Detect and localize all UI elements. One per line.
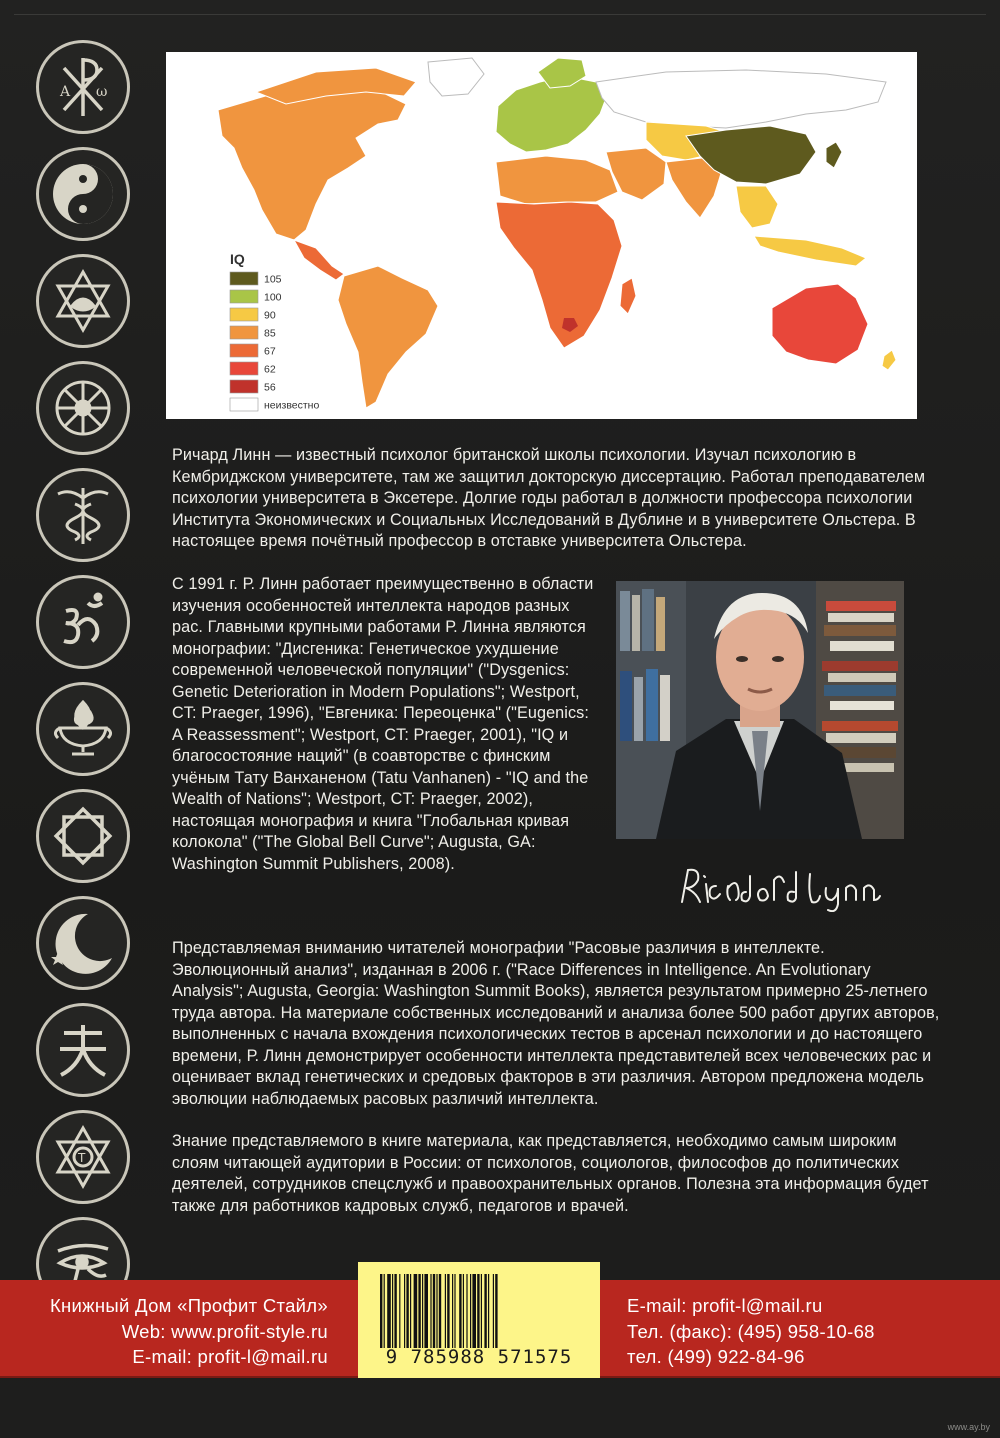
- publisher-email-left[interactable]: E-mail: profit-l@mail.ru: [132, 1346, 328, 1367]
- map-africa: [496, 202, 622, 348]
- tian-character-icon: [36, 1003, 130, 1097]
- legend-swatch: [230, 398, 258, 411]
- map-new-zealand: [882, 350, 896, 370]
- publisher-web[interactable]: Web: www.profit-style.ru: [121, 1320, 328, 1342]
- legend-swatch: [230, 272, 258, 285]
- legend-swatch: [230, 380, 258, 393]
- publisher-name: Книжный Дом «Профит Стайл»: [49, 1295, 328, 1316]
- isbn-number: 9 785988 571575: [385, 1346, 573, 1368]
- publisher-phone: тел. (499) 922-84-96: [627, 1346, 805, 1367]
- author-signature: [676, 862, 896, 912]
- author-photo: [616, 581, 904, 839]
- crescent-star-icon: [36, 896, 130, 990]
- legend-label: 85: [264, 327, 276, 340]
- map-north-africa: [496, 156, 618, 204]
- signature-text: Richard Lynn: [676, 862, 682, 863]
- svg-text:ω: ω: [96, 84, 108, 100]
- map-north-america: [218, 82, 406, 240]
- map-south-america: [338, 266, 438, 408]
- bio-paragraph-4: Знание представляемого в книге материала, как представляется, необходимо самым широким слоям читающей аудитории в России: от психологов, социологов, философов до политических деятелей, сотрудников спецслужб и правоохранительных органов. Полезна эта информация будет также для работников кадровых служб, педагогов и врачей.: [172, 1132, 929, 1215]
- isbn-barcode: [358, 1262, 600, 1378]
- legend-label: неизвестно: [264, 399, 320, 412]
- map-japan: [826, 142, 842, 168]
- legend-label: 105: [264, 273, 282, 286]
- legend-label: 67: [264, 345, 276, 358]
- publisher-info-left: [18, 1293, 328, 1370]
- star-of-david-lotus-icon: [36, 254, 130, 348]
- hexagram-t-icon: [36, 1110, 130, 1204]
- bio-paragraph-3: Представляемая вниманию читателей монографии "Расовые различия в интеллекте. Эволюционный анализ", изданная в 2006 г. ("Race Differences in Intelligence. An Evolutionary Analysis"; Augusta, Georgia: Washington Summit Books), является результатом примерно 25-летнего труда автора. На материале собственных исследований и анализа более 500 работ других авторов, выполненных с начала вхождения психологических тестов в арсенал психологии и до настоящего времени, Р. Линн демонстрирует особенности интеллекта представителей всех человеческих рас и оценивает вклад генетических и средовых факторов в эти различия. Автором предложена модель эволюции наблюдаемых расовых различий интеллекта.: [172, 939, 940, 1108]
- barcode-bars: [378, 1274, 580, 1348]
- top-border: [14, 14, 986, 15]
- chi-rho-icon: [36, 40, 130, 134]
- svg-text:A: A: [60, 84, 71, 100]
- legend-swatch: [230, 362, 258, 375]
- dharma-wheel-icon: [36, 361, 130, 455]
- publisher-phone-fax: Тел. (факс): (495) 958-10-68: [627, 1320, 875, 1342]
- caduceus-icon: [36, 468, 130, 562]
- map-madagascar: [620, 278, 636, 314]
- legend-label: 62: [264, 363, 276, 376]
- publisher-email-right[interactable]: E-mail: profit-l@mail.ru: [627, 1295, 823, 1316]
- legend-label: 100: [264, 291, 282, 304]
- map-legend: [230, 251, 319, 412]
- bio-paragraph-2: С 1991 г. Р. Линн работает преимущественно в области изучения особенностей интеллекта народов разных рас. Главными крупными работами Р. Линна являются монографии: "Дисгеника: Генетическое ухудшение современной человеческой популяции" ("Dysgenics: Genetic Deterioration in Modern Populations"; Westport, CT: Praeger, 1996), "Евгеника: Переоценка" ("Eugenics: A Reassessment"; Westport, CT: Praeger, 2001), "IQ и благосостояние наций" (в соавторстве с финским учёным Тату Ванханеном (Tatu Vanhanen) - "IQ and the Wealth of Nations"; Westport, CT: Praeger, 2002), настоящая монография и книга "Глобальная кривая колокола" ("The Global Bell Curve"; Augusta, GA: Washington Summit Publishers, 2008).: [172, 575, 594, 873]
- svg-text:T: T: [78, 1151, 86, 1165]
- legend-swatch: [230, 326, 258, 339]
- legend-label: 90: [264, 309, 276, 322]
- map-greenland: [428, 58, 484, 96]
- legend-swatch: [230, 344, 258, 357]
- map-australia: [772, 284, 868, 364]
- publisher-info-right: [627, 1293, 987, 1370]
- bio-paragraph-1: Ричард Линн — известный психолог британской школы психологии. Изучал психологию в Кембриджском университете, там же защитил докторскую диссертацию. Работал преподавателем психологии университета в Эксетере. Долгие годы работал в должности профессора психологии Института Экономических и Социальных Исследований в Дублине и в университете Ольстера. В настоящее время почётный профессор в отставке университета Ольстера.: [172, 446, 926, 550]
- map-central-america: [294, 240, 344, 280]
- legend-swatch: [230, 290, 258, 303]
- om-icon: [36, 575, 130, 669]
- map-russia: [596, 70, 886, 128]
- world-iq-map: [166, 52, 917, 419]
- legend-label: 56: [264, 381, 276, 394]
- legend-title: IQ: [230, 251, 245, 267]
- flame-chalice-icon: [36, 682, 130, 776]
- watermark: www.ay.by: [947, 1422, 990, 1432]
- map-indonesia: [754, 236, 866, 266]
- map-southeast-asia: [736, 186, 778, 228]
- legend-swatch: [230, 308, 258, 321]
- yin-yang-icon: [36, 147, 130, 241]
- eight-point-star-icon: [36, 789, 130, 883]
